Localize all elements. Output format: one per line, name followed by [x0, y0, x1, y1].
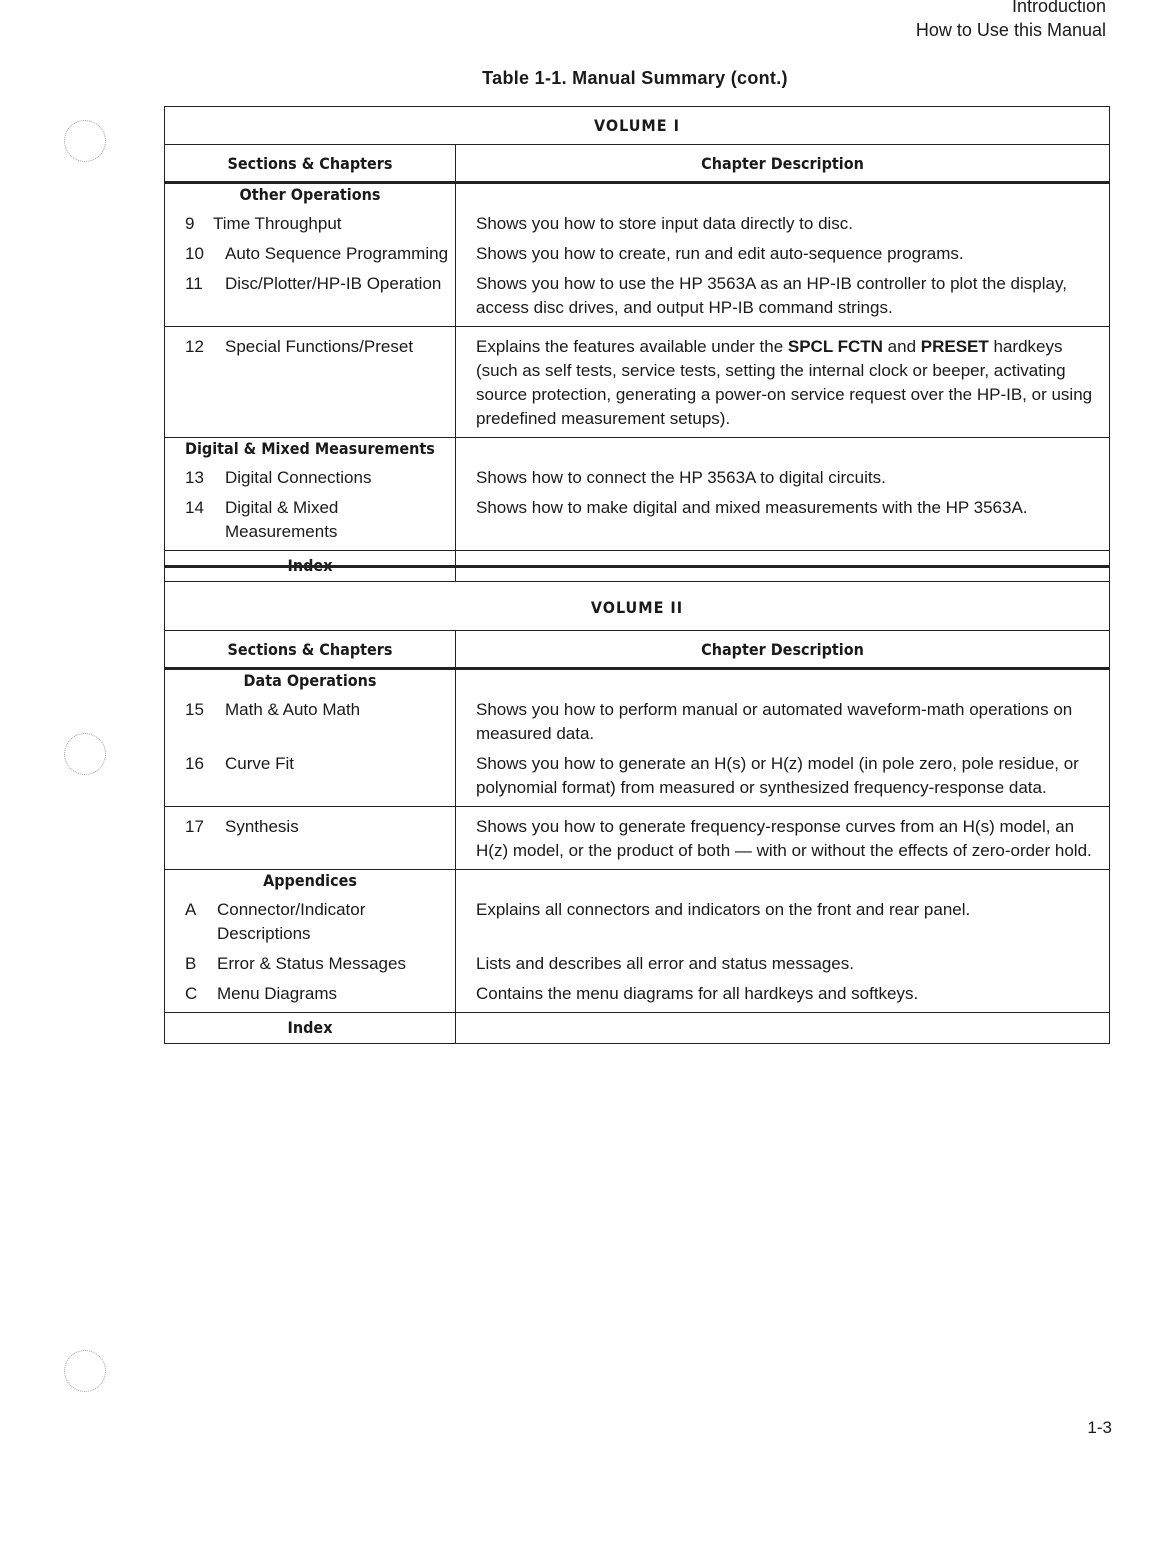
special-functions-group — [165, 327, 1109, 438]
data-operations-group — [165, 670, 1109, 807]
table-title: Table 1-1. Manual Summary (cont.) — [482, 68, 788, 88]
chapter-description: Shows you how to store input data directly to disc. — [476, 214, 854, 233]
group-title: Digital & Mixed Measurements — [185, 439, 435, 458]
chapter-entry — [165, 815, 455, 839]
chapter-entry — [165, 698, 455, 722]
punch-hole-mark — [64, 733, 106, 775]
spcl-fctn-key-label: SPCL FCTN — [787, 337, 883, 356]
chapter-entry — [165, 335, 455, 359]
appendix-description: Explains all connectors and indicators on the front and rear panel. — [476, 900, 971, 919]
chapter-number: 17 — [185, 817, 204, 836]
header-section: How to Use this Manual — [915, 20, 1106, 40]
chapter-entry — [165, 752, 455, 776]
other-operations-group — [165, 184, 1109, 327]
column-header-row — [165, 631, 1109, 670]
chapter-description: Shows you how to create, run and edit auto-sequence programs. — [476, 244, 964, 263]
running-header — [916, 0, 1106, 42]
preset-key-label: PRESET — [920, 337, 989, 356]
chapter-name: Synthesis — [225, 817, 299, 836]
volume-2-table — [164, 565, 1110, 1044]
appendix-entry — [165, 952, 455, 976]
synthesis-group — [165, 807, 1109, 870]
appendix-letter: C — [185, 984, 198, 1003]
page-number: 1-3 — [1087, 1418, 1112, 1437]
chapter-number: 15 — [185, 700, 204, 719]
punch-hole-mark — [64, 120, 106, 162]
chapter-number: 13 — [185, 468, 204, 487]
chapter-name: Curve Fit — [225, 754, 294, 773]
appendix-letter: B — [185, 954, 197, 973]
index-label: Index — [287, 556, 333, 575]
group-title: Appendices — [263, 871, 357, 890]
sections-header: Sections & Chapters — [165, 145, 456, 181]
chapter-name: Digital Connections — [225, 468, 372, 487]
chapter-name: Time Throughput — [213, 214, 342, 233]
chapter-description: Shows how to make digital and mixed measurements with the HP 3563A. — [476, 498, 1028, 517]
chapter-entry — [165, 466, 455, 490]
chapter-description: Shows you how to perform manual or automated waveform-math operations on measured data. — [476, 700, 1073, 743]
volume-2-title: VOLUME II — [165, 568, 1109, 631]
sections-header: Sections & Chapters — [165, 631, 456, 667]
punch-hole-mark — [64, 1350, 106, 1392]
group-title: Data Operations — [243, 671, 377, 690]
chapter-description: Shows you how to generate frequency-response curves from an H(s) model, an H(z) model, or the product of both — with or without the effects of zero-order hold. — [476, 817, 1092, 860]
appendices-group — [165, 870, 1109, 1013]
description-header: Chapter Description — [701, 639, 864, 659]
chapter-number: 9 — [185, 214, 195, 233]
chapter-description: Shows you how to generate an H(s) or H(z) model (in pole zero, pole residue, or polynomial format) from measured or synthesized frequency-response data. — [476, 754, 1079, 797]
header-chapter: Introduction — [1011, 0, 1106, 16]
appendix-entry — [165, 898, 455, 946]
chapter-name: Auto Sequence Programming — [225, 244, 449, 263]
volume-1-table — [164, 106, 1110, 582]
chapter-name: Special Functions/Preset — [225, 337, 414, 356]
chapter-number: 14 — [185, 498, 204, 517]
appendix-name: Connector/Indicator Descriptions — [217, 900, 366, 943]
chapter-number: 11 — [185, 274, 203, 293]
appendix-letter: A — [185, 900, 197, 919]
chapter-description: Shows how to connect the HP 3563A to digital circuits. — [476, 468, 886, 487]
appendix-description: Contains the menu diagrams for all hardkeys and softkeys. — [476, 984, 919, 1003]
chapter-entry — [165, 242, 455, 266]
chapter-name: Disc/Plotter/HP-IB Operation — [225, 274, 442, 293]
chapter-name: Math & Auto Math — [225, 700, 361, 719]
chapter-entry — [165, 212, 455, 236]
chapter-number: 10 — [185, 244, 204, 263]
chapter-description: Shows you how to use the HP 3563A as an HP-IB controller to plot the display, access disc drives, and output HP-IB command strings. — [476, 274, 1067, 317]
appendix-name: Error & Status Messages — [217, 954, 406, 973]
chapter-name: Digital & Mixed Measurements — [225, 498, 339, 541]
chapter-description: Explains the features available under the SPCL FCTN and PRESET hardkeys (such as self tests, service tests, setting the internal clock or beeper, activating source protection, generating a power-on service request over the HP-IB, or using predefined measurement setups). — [476, 337, 1093, 428]
chapter-number: 12 — [185, 337, 204, 356]
column-header-row — [165, 145, 1109, 184]
appendix-description: Lists and describes all error and status messages. — [476, 954, 854, 973]
appendix-name: Menu Diagrams — [217, 984, 337, 1003]
group-title: Other Operations — [239, 185, 381, 204]
chapter-entry — [165, 272, 455, 296]
chapter-entry — [165, 496, 455, 544]
appendix-entry — [165, 982, 455, 1006]
chapter-number: 16 — [185, 754, 204, 773]
description-header: Chapter Description — [701, 153, 864, 173]
index-row — [165, 1013, 1109, 1043]
digital-measurements-group — [165, 438, 1109, 551]
index-label: Index — [287, 1018, 333, 1037]
volume-1-title: VOLUME I — [165, 107, 1109, 145]
